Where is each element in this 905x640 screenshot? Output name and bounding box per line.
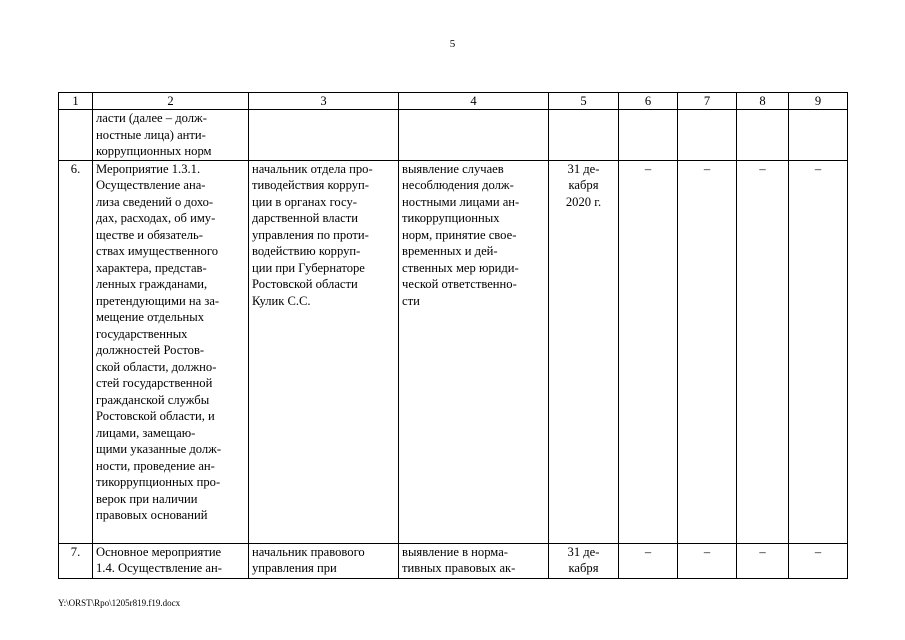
value-cell <box>619 110 678 161</box>
result-cell <box>399 110 549 161</box>
column-header: 3 <box>249 93 399 110</box>
table-row <box>59 543 848 578</box>
column-header: 5 <box>549 93 619 110</box>
responsible-cell <box>249 110 399 161</box>
result-text: выявление в норма- тивных правовых ак- <box>402 544 516 575</box>
value-cell: – <box>678 160 737 543</box>
deadline-text: 31 де- кабря <box>567 544 600 575</box>
deadline-cell <box>549 110 619 161</box>
result-cell <box>399 543 549 578</box>
column-header: 9 <box>789 93 848 110</box>
page-number: 5 <box>449 38 456 50</box>
responsible-cell <box>249 543 399 578</box>
column-header: 2 <box>93 93 249 110</box>
measures-table <box>58 92 848 579</box>
value-cell <box>678 110 737 161</box>
value-cell: – <box>737 160 789 543</box>
measure-cell <box>93 543 249 578</box>
value-cell <box>737 110 789 161</box>
value-cell: – <box>737 543 789 578</box>
responsible-cell <box>249 160 399 543</box>
measure-cell <box>93 110 249 161</box>
result-text: выявление случаев несоблюдения долж- ностными лицами ан- тикоррупционных норм, принятие свое- временных и дей- ственных мер юриди- ческой ответственно- сти <box>402 161 520 308</box>
value-cell: – <box>619 543 678 578</box>
column-header: 7 <box>678 93 737 110</box>
responsible-text: начальник правового управления при <box>252 544 365 575</box>
row-number: 6. <box>59 160 93 543</box>
row-number: 7. <box>59 543 93 578</box>
measure-text: Основное мероприятие 1.4. Осуществление ан- <box>96 544 222 575</box>
responsible-text: начальник отдела про- тиводействия корруп- ции в органах госу- дарственной власти управления по проти- водействию корруп- ции при Губернаторе Ростовской области Кулик С.С. <box>252 161 373 308</box>
table-row <box>59 110 848 161</box>
row-number <box>59 110 93 161</box>
table-header-row <box>59 93 848 110</box>
value-cell: – <box>619 160 678 543</box>
deadline-cell <box>549 543 619 578</box>
column-header: 1 <box>59 93 93 110</box>
value-cell: – <box>789 160 848 543</box>
column-header: 6 <box>619 93 678 110</box>
footer-file-path: Y:\ORST\Rpo\1205r819.f19.docx <box>58 598 181 608</box>
deadline-cell <box>549 160 619 543</box>
value-cell: – <box>678 543 737 578</box>
measure-cell <box>93 160 249 543</box>
deadline-text: 31 де- кабря 2020 г. <box>565 161 602 209</box>
column-header: 4 <box>399 93 549 110</box>
value-cell: – <box>789 543 848 578</box>
result-cell <box>399 160 549 543</box>
value-cell <box>789 110 848 161</box>
measure-text: Мероприятие 1.3.1. Осуществление ана- лиза сведений о дохо- дах, расходах, об иму- ществе и обязатель- ствах имущественного характера, представ- ленных гражданами, претендующими на за- мещение отдельных государственных должностей Ростов- ской области, должно- стей государственной гражданской службы Ростовской области, и лицами, замещаю- щими указанные долж- ности, проведение ан- тикоррупционных про- верок при наличии правовых оснований <box>96 161 222 522</box>
table-row <box>59 160 848 543</box>
measure-text: ласти (далее – долж- ностные лица) анти- коррупционных норм <box>96 111 212 158</box>
column-header: 8 <box>737 93 789 110</box>
